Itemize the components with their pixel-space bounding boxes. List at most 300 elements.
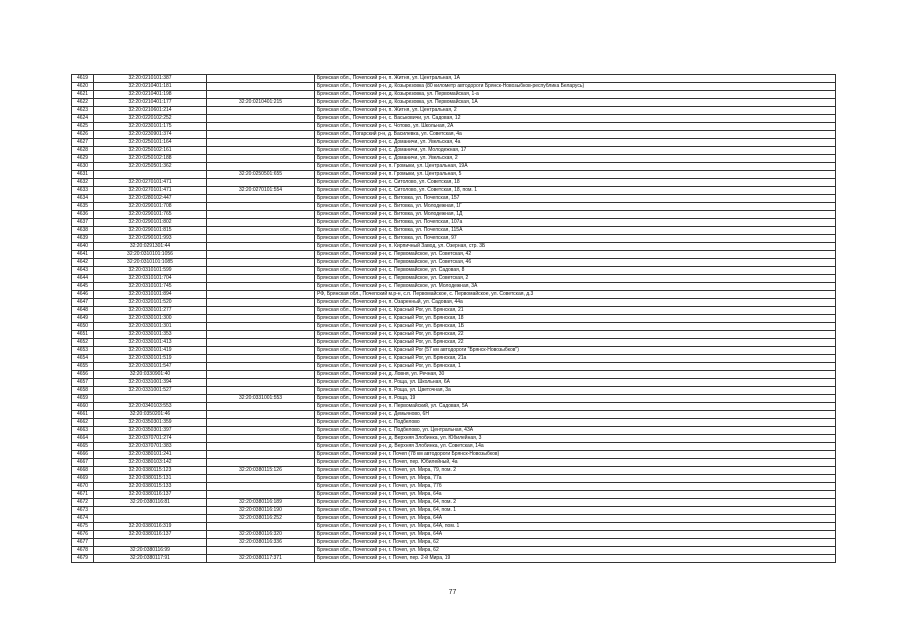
room-cadastral-number-cell (207, 91, 315, 99)
row-number-cell: 4638 (72, 227, 94, 235)
cadastral-number-cell: 32:20:0330101:419 (94, 347, 207, 355)
row-number-cell: 4630 (72, 163, 94, 171)
room-cadastral-number-cell (207, 123, 315, 131)
room-cadastral-number-cell (207, 115, 315, 123)
address-cell: Брянская обл., Почепский р-н, с. Подбелово, ул. Центральная, 43А (315, 427, 836, 435)
address-cell: Брянская обл., Почепский р-н, п. Житня, ул. Центральная, 1А (315, 75, 836, 83)
room-cadastral-number-cell (207, 291, 315, 299)
table-row (72, 219, 836, 227)
address-cell: Брянская обл., Почепский р-н, с. Доманичи, ул. Увельская, 2 (315, 155, 836, 163)
row-number-cell: 4658 (72, 387, 94, 395)
page-number: 77 (448, 589, 457, 596)
room-cadastral-number-cell (207, 491, 315, 499)
cadastral-number-cell: 32:20:0380115:123 (94, 467, 207, 475)
address-cell: Брянская обл., Почепский р-н, с. Чотово, ул. Школьная, 2А (315, 123, 836, 131)
address-cell: Брянская обл., Почепский р-н, г. Почеп, ул. Мира, 64, пом. 1 (315, 507, 836, 515)
cadastral-number-cell: 32:20:0320101:520 (94, 299, 207, 307)
row-number-cell: 4637 (72, 219, 94, 227)
cadastral-number-cell: 32:20:0330101:353 (94, 331, 207, 339)
table-row (72, 467, 836, 475)
address-cell: Брянская обл., Почепский р-н, с. Красный Рог (57 км автодороги "Брянск-Новозыбков") (315, 347, 836, 355)
address-cell: Брянская обл., Почепский р-н, с. Первомайское, ул. Молодежная, 3А (315, 283, 836, 291)
address-cell: Брянская обл., Почепский р-н, с. Первомайское, ул. Садовая, 8 (315, 267, 836, 275)
room-cadastral-number-cell (207, 379, 315, 387)
table-row (72, 347, 836, 355)
table-row (72, 147, 836, 155)
address-cell: Брянская обл., Почепский р-н, с. Доманичи, ул. Молодежная, 17 (315, 147, 836, 155)
address-cell: Брянская обл., Почепский р-н, с. Витовка, ул. Молодежная, 1Д (315, 211, 836, 219)
address-cell: Брянская обл., Почепский р-н, с. Витовка, ул. Почепская, 115А (315, 227, 836, 235)
cadastral-number-cell: 32:20:0330101:300 (94, 315, 207, 323)
cadastral-number-cell: 32:20:0310101:745 (94, 283, 207, 291)
cadastral-number-cell: 32:20:0350201:46 (94, 411, 207, 419)
address-cell: Брянская обл., Почепский р-н, с. Красный Рог, ул. Брянская, 22 (315, 331, 836, 339)
room-cadastral-number-cell (207, 195, 315, 203)
row-number-cell: 4673 (72, 507, 94, 515)
row-number-cell: 4665 (72, 443, 94, 451)
table-row (72, 451, 836, 459)
cadastral-number-cell: 32:20:0290101:993 (94, 235, 207, 243)
room-cadastral-number-cell (207, 459, 315, 467)
row-number-cell: 4663 (72, 427, 94, 435)
row-number-cell: 4667 (72, 459, 94, 467)
room-cadastral-number-cell (207, 387, 315, 395)
room-cadastral-number-cell (207, 419, 315, 427)
address-cell: Брянская обл., Почепский р-н, п. Роща, 19 (315, 395, 836, 403)
address-cell: Брянская обл., Почепский р-н, д. Козырезовка, ул. Первомайская, 1-а (315, 91, 836, 99)
cadastral-number-cell: 32:20:0310101:1056 (94, 251, 207, 259)
table-row (72, 443, 836, 451)
row-number-cell: 4652 (72, 339, 94, 347)
cadastral-number-cell: 32:20:0310101:894 (94, 291, 207, 299)
row-number-cell: 4619 (72, 75, 94, 83)
address-cell: Брянская обл., Почепский р-н, г. Почеп, ул. Мира, 77б (315, 483, 836, 491)
room-cadastral-number-cell (207, 219, 315, 227)
address-cell: Брянская обл., Погарский р-н, д. Василевка, ул. Советская, 4а (315, 131, 836, 139)
room-cadastral-number-cell (207, 363, 315, 371)
table-row (72, 307, 836, 315)
address-cell: Брянская обл., Почепский р-н, г. Почеп, ул. Мира, 64а (315, 491, 836, 499)
cadastral-number-cell: 32:20:0230901:374 (94, 131, 207, 139)
row-number-cell: 4670 (72, 483, 94, 491)
address-cell: Брянская обл., Почепский р-н, с. Ситолово, ул. Советская, 18 (315, 179, 836, 187)
room-cadastral-number-cell: 32:20:0270101:554 (207, 187, 315, 195)
address-cell: Брянская обл., Почепский р-н, с. Витовка, ул. Почепская, 157 (315, 195, 836, 203)
table-row (72, 163, 836, 171)
room-cadastral-number-cell (207, 331, 315, 339)
address-cell: Брянская обл., Почепский р-н, с. Красный Рог, ул. Брянская, 1 (315, 363, 836, 371)
table-row (72, 99, 836, 107)
table-row (72, 139, 836, 147)
address-cell: Брянская обл., Почепский р-н, с. Доманичи, ул. Увельская, 4а (315, 139, 836, 147)
cadastral-number-cell: 32:20:0330901:40 (94, 371, 207, 379)
room-cadastral-number-cell (207, 259, 315, 267)
table-row (72, 131, 836, 139)
cadastral-number-cell: 32:20:0250102:161 (94, 147, 207, 155)
cadastral-number-cell: 32:20:0380116:99 (94, 547, 207, 555)
table-row (72, 403, 836, 411)
table-row (72, 243, 836, 251)
room-cadastral-number-cell (207, 267, 315, 275)
row-number-cell: 4635 (72, 203, 94, 211)
row-number-cell: 4678 (72, 547, 94, 555)
table-row (72, 259, 836, 267)
address-cell: Брянская обл., Почепский р-н, г. Почеп (78 км автодороги Брянск-Новозыбков) (315, 451, 836, 459)
room-cadastral-number-cell (207, 107, 315, 115)
address-cell: Брянская обл., Почепский р-н, с. Витовка, ул. Почепская, 107а (315, 219, 836, 227)
room-cadastral-number-cell: 32:20:0380116:252 (207, 515, 315, 523)
table-row (72, 331, 836, 339)
room-cadastral-number-cell: 32:20:0380116:320 (207, 531, 315, 539)
row-number-cell: 4639 (72, 235, 94, 243)
cadastral-number-cell: 32:20:0250501:362 (94, 163, 207, 171)
address-cell: Брянская обл., Почепский р-н, п. Громыки, ул. Центральная, 19А (315, 163, 836, 171)
room-cadastral-number-cell (207, 547, 315, 555)
address-cell: Брянская обл., Почепский р-н, д. Верхняя Злобинка, ул. Юбилейная, 3 (315, 435, 836, 443)
row-number-cell: 4675 (72, 523, 94, 531)
address-cell: Брянская обл., Почепский р-н, п. Озаренный, ул. Садовая, 44а (315, 299, 836, 307)
address-cell: Брянская обл., Почепский р-н, с. Ситолово, ул. Советская, 18, пом. 1 (315, 187, 836, 195)
room-cadastral-number-cell (207, 315, 315, 323)
row-number-cell: 4641 (72, 251, 94, 259)
cadastral-number-cell: 32:20:0331001:527 (94, 387, 207, 395)
room-cadastral-number-cell: 32:20:0380116:336 (207, 539, 315, 547)
table-row (72, 427, 836, 435)
row-number-cell: 4643 (72, 267, 94, 275)
row-number-cell: 4677 (72, 539, 94, 547)
room-cadastral-number-cell (207, 251, 315, 259)
row-number-cell: 4671 (72, 491, 94, 499)
row-number-cell: 4674 (72, 515, 94, 523)
row-number-cell: 4644 (72, 275, 94, 283)
row-number-cell: 4621 (72, 91, 94, 99)
table-row (72, 123, 836, 131)
row-number-cell: 4628 (72, 147, 94, 155)
cadastral-number-cell: 32:20:0380116:81 (94, 499, 207, 507)
row-number-cell: 4669 (72, 475, 94, 483)
row-number-cell: 4664 (72, 435, 94, 443)
address-cell: Брянская обл., Почепский р-н, с. Подбелово (315, 419, 836, 427)
room-cadastral-number-cell (207, 523, 315, 531)
room-cadastral-number-cell (207, 443, 315, 451)
room-cadastral-number-cell (207, 483, 315, 491)
room-cadastral-number-cell (207, 411, 315, 419)
table-row (72, 539, 836, 547)
cadastral-number-cell: 32:20:0331001:394 (94, 379, 207, 387)
row-number-cell: 4623 (72, 107, 94, 115)
row-number-cell: 4676 (72, 531, 94, 539)
table-row (72, 531, 836, 539)
row-number-cell: 4650 (72, 323, 94, 331)
cadastral-number-cell: 32:20:0330101:413 (94, 339, 207, 347)
table-row (72, 315, 836, 323)
cadastral-number-cell: 32:20:0210401:198 (94, 91, 207, 99)
address-cell: Брянская обл., Почепский р-н, п. Роща, ул. Цветочная, 3а (315, 387, 836, 395)
row-number-cell: 4632 (72, 179, 94, 187)
table-row (72, 523, 836, 531)
row-number-cell: 4629 (72, 155, 94, 163)
cadastral-number-cell: 32:20:0380116:137 (94, 531, 207, 539)
table-row (72, 459, 836, 467)
row-number-cell: 4648 (72, 307, 94, 315)
room-cadastral-number-cell (207, 371, 315, 379)
room-cadastral-number-cell (207, 475, 315, 483)
table-row (72, 107, 836, 115)
table-row (72, 203, 836, 211)
address-cell: Брянская обл., Почепский р-н, г. Почеп, ул. Мира, 64А, пом. 1 (315, 523, 836, 531)
address-cell: Брянская обл., Почепский р-н, г. Почеп, ул. Мира, 79, пом. 2 (315, 467, 836, 475)
table-row (72, 395, 836, 403)
address-cell: Брянская обл., Почепский р-н, с. Витовка, ул. Почепская, 97 (315, 235, 836, 243)
cadastral-number-cell: 32:20:0291301:44 (94, 243, 207, 251)
address-cell: Брянская обл., Почепский р-н, г. Почеп, ул. Мира, 64А (315, 531, 836, 539)
cadastral-number-cell: 32:20:0350301:397 (94, 427, 207, 435)
table-row (72, 547, 836, 555)
table-row (72, 91, 836, 99)
cadastral-number-cell: 32:20:0280102:447 (94, 195, 207, 203)
cadastral-number-cell: 32:20:0270101:471 (94, 187, 207, 195)
table-row (72, 171, 836, 179)
cadastral-number-cell: 32:20:0370701:383 (94, 443, 207, 451)
address-cell: Брянская обл., Почепский р-н, д. Ловня, ул. Речная, 30 (315, 371, 836, 379)
row-number-cell: 4649 (72, 315, 94, 323)
cadastral-number-cell: 32:20:0380117:91 (94, 555, 207, 563)
cadastral-number-cell: 32:20:0230101:175 (94, 123, 207, 131)
address-cell: Брянская обл., Почепский р-н, г. Почеп, ул. Мира, 62 (315, 547, 836, 555)
row-number-cell: 4634 (72, 195, 94, 203)
cadastral-number-cell: 32:20:0340103:553 (94, 403, 207, 411)
address-cell: Брянская обл., Почепский р-н, с. Первомайское, ул. Советская, 42 (315, 251, 836, 259)
row-number-cell: 4656 (72, 371, 94, 379)
row-number-cell: 4624 (72, 115, 94, 123)
table-row (72, 379, 836, 387)
table-row (72, 339, 836, 347)
room-cadastral-number-cell (207, 307, 315, 315)
room-cadastral-number-cell (207, 427, 315, 435)
cadastral-number-cell: 32:20:0210101:387 (94, 75, 207, 83)
room-cadastral-number-cell (207, 147, 315, 155)
room-cadastral-number-cell (207, 323, 315, 331)
row-number-cell: 4655 (72, 363, 94, 371)
table-row (72, 483, 836, 491)
table-row (72, 299, 836, 307)
table-row (72, 195, 836, 203)
cadastral-number-cell: 32:20:0250101:164 (94, 139, 207, 147)
table-row (72, 363, 836, 371)
table-row (72, 507, 836, 515)
room-cadastral-number-cell (207, 403, 315, 411)
row-number-cell: 4657 (72, 379, 94, 387)
row-number-cell: 4631 (72, 171, 94, 179)
cadastral-number-cell: 32:20:0310101:599 (94, 267, 207, 275)
row-number-cell: 4627 (72, 139, 94, 147)
cadastral-number-cell: 32:20:0330101:277 (94, 307, 207, 315)
room-cadastral-number-cell (207, 203, 315, 211)
room-cadastral-number-cell: 32:20:0380115:126 (207, 467, 315, 475)
table-row (72, 187, 836, 195)
row-number-cell: 4646 (72, 291, 94, 299)
cadastral-number-cell: 32:20:0330101:301 (94, 323, 207, 331)
address-cell: Брянская обл., Почепский р-н, с. Красный Рог, ул. Брянская, 1Б (315, 323, 836, 331)
cadastral-number-cell: 32:20:0330101:519 (94, 355, 207, 363)
row-number-cell: 4633 (72, 187, 94, 195)
room-cadastral-number-cell (207, 179, 315, 187)
row-number-cell: 4645 (72, 283, 94, 291)
row-number-cell: 4654 (72, 355, 94, 363)
row-number-cell: 4647 (72, 299, 94, 307)
row-number-cell: 4672 (72, 499, 94, 507)
address-cell: Брянская обл., Почепский р-н, г. Почеп, ул. Мира, 77а (315, 475, 836, 483)
table-row (72, 267, 836, 275)
table-row (72, 387, 836, 395)
table-row (72, 115, 836, 123)
table-row (72, 227, 836, 235)
table-row (72, 83, 836, 91)
table-row (72, 75, 836, 83)
address-cell: Брянская обл., Почепский р-н, п. Первомайский, ул. Садовая, 5А (315, 403, 836, 411)
room-cadastral-number-cell (207, 163, 315, 171)
row-number-cell: 4626 (72, 131, 94, 139)
cadastral-number-cell: 32:20:0380115:133 (94, 483, 207, 491)
table-row (72, 435, 836, 443)
table-row (72, 491, 836, 499)
address-cell: Брянская обл., Почепский р-н, п. Кирпичный Завод, ул. Озерная, стр. 3Б (315, 243, 836, 251)
room-cadastral-number-cell (207, 275, 315, 283)
table-row (72, 555, 836, 563)
room-cadastral-number-cell (207, 243, 315, 251)
room-cadastral-number-cell: 32:20:0380116:190 (207, 507, 315, 515)
room-cadastral-number-cell: 32:20:0380116:189 (207, 499, 315, 507)
cadastral-number-cell (94, 507, 207, 515)
table-row (72, 499, 836, 507)
room-cadastral-number-cell (207, 155, 315, 163)
cadastral-number-cell: 32:20:0270101:471 (94, 179, 207, 187)
cadastral-number-cell (94, 395, 207, 403)
row-number-cell: 4640 (72, 243, 94, 251)
cadastral-number-cell (94, 515, 207, 523)
room-cadastral-number-cell (207, 451, 315, 459)
address-cell: Брянская обл., Почепский р-н, с. Витовка, ул. Молодежная, 1Г (315, 203, 836, 211)
address-cell: Брянская обл., Почепский р-н, г. Почеп, ул. Мира, 62 (315, 539, 836, 547)
room-cadastral-number-cell: 32:20:0380117:371 (207, 555, 315, 563)
table-row (72, 291, 836, 299)
row-number-cell: 4661 (72, 411, 94, 419)
cadastral-number-cell: 32:20:0220102:252 (94, 115, 207, 123)
table-row (72, 323, 836, 331)
room-cadastral-number-cell (207, 227, 315, 235)
table-row (72, 411, 836, 419)
room-cadastral-number-cell (207, 211, 315, 219)
address-cell: Брянская обл., Почепский р-н, с. Красный Рог, ул. Брянская, 21 (315, 307, 836, 315)
cadastral-number-cell: 32:20:0370701:274 (94, 435, 207, 443)
table-row (72, 355, 836, 363)
address-cell: Брянская обл., Почепский р-н, с. Васьковичи, ул. Садовая, 12 (315, 115, 836, 123)
row-number-cell: 4668 (72, 467, 94, 475)
cadastral-number-cell (94, 171, 207, 179)
cadastral-number-cell: 32:20:0290101:815 (94, 227, 207, 235)
row-number-cell: 4662 (72, 419, 94, 427)
room-cadastral-number-cell (207, 299, 315, 307)
address-cell: Брянская обл., Почепский р-н, г. Почеп, пер. 2-й Мира, 19 (315, 555, 836, 563)
address-cell: Брянская обл., Почепский р-н, с. Первомайское, ул. Советская, 46 (315, 259, 836, 267)
cadastral-number-cell: 32:20:0290101:802 (94, 219, 207, 227)
address-cell: Брянская обл., Почепский р-н, д. Козырезовка (80 километр автодороги Брянск-Новозыбков-республика Беларусь) (315, 83, 836, 91)
table-row (72, 251, 836, 259)
address-cell: Брянская обл., Почепский р-н, д. Козырезовка, ул. Первомайская, 1А (315, 99, 836, 107)
cadastral-number-cell: 32:20:0210401:177 (94, 99, 207, 107)
table-row (72, 371, 836, 379)
cadastral-number-cell: 32:20:0380116:319 (94, 523, 207, 531)
row-number-cell: 4636 (72, 211, 94, 219)
address-cell: Брянская обл., Почепский р-н, д. Верхняя Злобинка, ул. Советская, 14а (315, 443, 836, 451)
room-cadastral-number-cell: 32:20:0250501:655 (207, 171, 315, 179)
registry-table-body (72, 75, 836, 563)
address-cell: Брянская обл., Почепский р-н, г. Почеп, ул. Мира, 64, пом. 2 (315, 499, 836, 507)
room-cadastral-number-cell (207, 235, 315, 243)
address-cell: Брянская обл., Почепский р-н, с. Первомайское, ул. Советская, 2 (315, 275, 836, 283)
room-cadastral-number-cell (207, 139, 315, 147)
row-number-cell: 4660 (72, 403, 94, 411)
address-cell: Брянская обл., Почепский р-н, с. Красный Рог, ул. Брянская, 22 (315, 339, 836, 347)
row-number-cell: 4642 (72, 259, 94, 267)
room-cadastral-number-cell: 32:20:0210401:215 (207, 99, 315, 107)
row-number-cell: 4625 (72, 123, 94, 131)
cadastral-number-cell (94, 539, 207, 547)
row-number-cell: 4666 (72, 451, 94, 459)
cadastral-number-cell: 32:20:0380103:142 (94, 459, 207, 467)
row-number-cell: 4679 (72, 555, 94, 563)
room-cadastral-number-cell (207, 347, 315, 355)
cadastral-number-cell: 32:20:0350301:359 (94, 419, 207, 427)
table-row (72, 515, 836, 523)
cadastral-number-cell: 32:20:0330101:547 (94, 363, 207, 371)
cadastral-number-cell: 32:20:0210401:181 (94, 83, 207, 91)
room-cadastral-number-cell: 32:20:0331001:553 (207, 395, 315, 403)
table-row (72, 419, 836, 427)
address-cell: Брянская обл., Почепский р-н, п. Громыки, ул. Центральная, 5 (315, 171, 836, 179)
cadastral-number-cell: 32:20:0290101:708 (94, 203, 207, 211)
cadastral-number-cell: 32:20:0250102:188 (94, 155, 207, 163)
room-cadastral-number-cell (207, 355, 315, 363)
row-number-cell: 4622 (72, 99, 94, 107)
address-cell: Брянская обл., Почепский р-н, с. Красный Рог, ул. Брянская, 18 (315, 315, 836, 323)
room-cadastral-number-cell (207, 131, 315, 139)
cadastral-number-cell: 32:20:0310101:1085 (94, 259, 207, 267)
table-row (72, 275, 836, 283)
address-cell: Брянская обл., Почепский р-н, г. Почеп, ул. Мира, 64А (315, 515, 836, 523)
cadastral-number-cell: 32:20:0380115:131 (94, 475, 207, 483)
table-row (72, 475, 836, 483)
row-number-cell: 4659 (72, 395, 94, 403)
row-number-cell: 4620 (72, 83, 94, 91)
table-row (72, 235, 836, 243)
table-row (72, 155, 836, 163)
cadastral-number-cell: 32:20:0210601:214 (94, 107, 207, 115)
cadastral-number-cell: 32:20:0380101:241 (94, 451, 207, 459)
row-number-cell: 4651 (72, 331, 94, 339)
registry-table (71, 74, 836, 563)
address-cell: Брянская обл., Почепский р-н, с. Красный Рог, ул. Брянская, 21а (315, 355, 836, 363)
room-cadastral-number-cell (207, 83, 315, 91)
address-cell: Брянская обл., Почепский р-н, г. Почеп, пер. Юбилейный, 4а (315, 459, 836, 467)
cadastral-number-cell: 32:20:0380116:137 (94, 491, 207, 499)
row-number-cell: 4653 (72, 347, 94, 355)
room-cadastral-number-cell (207, 435, 315, 443)
table-row (72, 283, 836, 291)
cadastral-number-cell: 32:20:0310101:704 (94, 275, 207, 283)
address-cell: Брянская обл., Почепский р-н, п. Житня, ул. Центральная, 2 (315, 107, 836, 115)
table-row (72, 179, 836, 187)
